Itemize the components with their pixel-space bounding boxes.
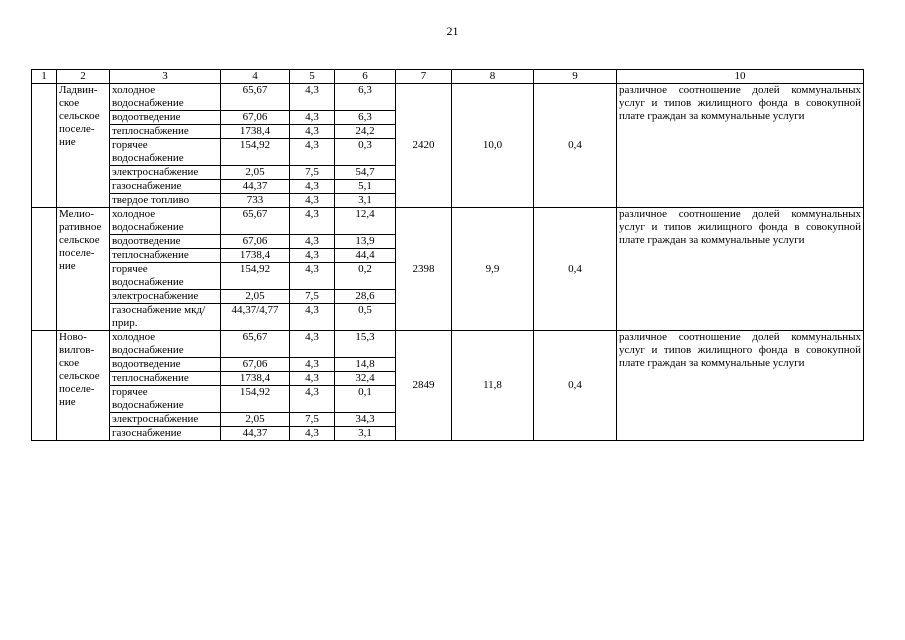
row-number-cell xyxy=(32,208,57,331)
row-number-cell xyxy=(32,331,57,441)
settlement-name-line: ние xyxy=(59,396,76,408)
tariff-table xyxy=(31,69,864,441)
share-value: 0,5 xyxy=(335,304,396,331)
service-name: горячее водоснабжение xyxy=(110,139,221,166)
share-value: 3,1 xyxy=(335,427,396,441)
settlement-name-line: вилгов- xyxy=(59,344,95,356)
service-name: водоотведение xyxy=(110,235,221,249)
service-name: теплоснабжение xyxy=(110,125,221,139)
tariff-value: 154,92 xyxy=(221,263,290,290)
tariff-value: 2,05 xyxy=(221,166,290,180)
index-value: 4,3 xyxy=(290,372,335,386)
total-value: 2849 xyxy=(396,331,452,441)
tariff-value: 65,67 xyxy=(221,208,290,235)
column-header: 4 xyxy=(221,70,290,84)
settlement-name-line: Мелио- xyxy=(59,208,95,220)
tariff-value: 44,37/4,77 xyxy=(221,304,290,331)
service-name: горячее водоснабжение xyxy=(110,386,221,413)
index-value: 7,5 xyxy=(290,166,335,180)
service-name: электроснабжение xyxy=(110,413,221,427)
settlement-name xyxy=(57,331,110,441)
settlement-name-line: Ладвин- xyxy=(59,84,98,96)
share-value: 14,8 xyxy=(335,358,396,372)
index-value: 4,3 xyxy=(290,331,335,358)
total-value: 2398 xyxy=(396,208,452,331)
note-text: различное соотношение долей коммунальных услуг и типов жилищного фонда в совокупной плате граждан за коммунальные услуги xyxy=(617,84,864,208)
page-number: 21 xyxy=(446,24,459,38)
share-value: 0,1 xyxy=(335,386,396,413)
column-header: 7 xyxy=(396,70,452,84)
column-header: 9 xyxy=(534,70,617,84)
service-name: электроснабжение xyxy=(110,290,221,304)
tariff-value: 154,92 xyxy=(221,386,290,413)
tariff-value: 733 xyxy=(221,194,290,208)
index-value: 4,3 xyxy=(290,304,335,331)
settlement-name-line: ское xyxy=(59,97,80,109)
tariff-value: 2,05 xyxy=(221,413,290,427)
tariff-value: 2,05 xyxy=(221,290,290,304)
table-row xyxy=(32,331,864,358)
index-value: 4,3 xyxy=(290,386,335,413)
settlement-name xyxy=(57,84,110,208)
tariff-value: 44,37 xyxy=(221,427,290,441)
tariff-value: 67,06 xyxy=(221,111,290,125)
table-body xyxy=(32,70,864,441)
note-text: различное соотношение долей коммунальных услуг и типов жилищного фонда в совокупной плате граждан за коммунальные услуги xyxy=(617,208,864,331)
settlement-name-line: сельское xyxy=(59,234,100,246)
column-header: 1 xyxy=(32,70,57,84)
share-value: 32,4 xyxy=(335,372,396,386)
deviation-value: 0,4 xyxy=(534,84,617,208)
index-value: 7,5 xyxy=(290,290,335,304)
index-value: 4,3 xyxy=(290,125,335,139)
tariff-value: 1738,4 xyxy=(221,372,290,386)
column-header: 2 xyxy=(57,70,110,84)
tariff-value: 1738,4 xyxy=(221,249,290,263)
column-header: 5 xyxy=(290,70,335,84)
settlement-name-line: ние xyxy=(59,260,76,272)
table-row xyxy=(32,208,864,235)
service-name: теплоснабжение xyxy=(110,249,221,263)
settlement-name-line: ское xyxy=(59,357,80,369)
service-name: твердое топливо xyxy=(110,194,221,208)
service-name: горячее водоснабжение xyxy=(110,263,221,290)
tariff-value: 44,37 xyxy=(221,180,290,194)
service-name: газоснабжение xyxy=(110,427,221,441)
index-value: 4,3 xyxy=(290,139,335,166)
index-value: 4,3 xyxy=(290,263,335,290)
settlement-name-line: сельское xyxy=(59,370,100,382)
service-name: холодное водоснабжение xyxy=(110,331,221,358)
column-header: 6 xyxy=(335,70,396,84)
index-value: 4,3 xyxy=(290,84,335,111)
index-value: 4,3 xyxy=(290,427,335,441)
share-value: 34,3 xyxy=(335,413,396,427)
settlement-name-line: поселе- xyxy=(59,383,95,395)
share-value: 44,4 xyxy=(335,249,396,263)
service-name: электроснабжение xyxy=(110,166,221,180)
index-value: 7,5 xyxy=(290,413,335,427)
total-value: 2420 xyxy=(396,84,452,208)
share-value: 3,1 xyxy=(335,194,396,208)
service-name: холодное водоснабжение xyxy=(110,208,221,235)
service-name: газоснабжение мкд/прир. xyxy=(110,304,221,331)
column-header: 3 xyxy=(110,70,221,84)
settlement-name-line: ративное xyxy=(59,221,102,233)
growth-value: 9,9 xyxy=(452,208,534,331)
service-name: водоотведение xyxy=(110,111,221,125)
index-value: 4,3 xyxy=(290,235,335,249)
index-value: 4,3 xyxy=(290,194,335,208)
index-value: 4,3 xyxy=(290,180,335,194)
note-text: различное соотношение долей коммунальных услуг и типов жилищного фонда в совокупной плате граждан за коммунальные услуги xyxy=(617,331,864,441)
tariff-value: 1738,4 xyxy=(221,125,290,139)
index-value: 4,3 xyxy=(290,208,335,235)
index-value: 4,3 xyxy=(290,358,335,372)
column-header: 10 xyxy=(617,70,864,84)
table-row xyxy=(32,84,864,111)
share-value: 15,3 xyxy=(335,331,396,358)
header-row xyxy=(32,70,864,84)
row-number-cell xyxy=(32,84,57,208)
tariff-value: 65,67 xyxy=(221,331,290,358)
share-value: 12,4 xyxy=(335,208,396,235)
index-value: 4,3 xyxy=(290,111,335,125)
service-name: водоотведение xyxy=(110,358,221,372)
tariff-value: 154,92 xyxy=(221,139,290,166)
settlement-name-line: поселе- xyxy=(59,123,95,135)
settlement-name xyxy=(57,208,110,331)
settlement-name-line: Ново- xyxy=(59,331,87,343)
settlement-name-line: ние xyxy=(59,136,76,148)
share-value: 5,1 xyxy=(335,180,396,194)
share-value: 0,3 xyxy=(335,139,396,166)
growth-value: 11,8 xyxy=(452,331,534,441)
growth-value: 10,0 xyxy=(452,84,534,208)
share-value: 28,6 xyxy=(335,290,396,304)
service-name: теплоснабжение xyxy=(110,372,221,386)
deviation-value: 0,4 xyxy=(534,208,617,331)
column-header: 8 xyxy=(452,70,534,84)
share-value: 0,2 xyxy=(335,263,396,290)
share-value: 6,3 xyxy=(335,111,396,125)
share-value: 54,7 xyxy=(335,166,396,180)
share-value: 6,3 xyxy=(335,84,396,111)
settlement-name-line: поселе- xyxy=(59,247,95,259)
share-value: 24,2 xyxy=(335,125,396,139)
index-value: 4,3 xyxy=(290,249,335,263)
tariff-value: 67,06 xyxy=(221,358,290,372)
tariff-value: 67,06 xyxy=(221,235,290,249)
deviation-value: 0,4 xyxy=(534,331,617,441)
settlement-name-line: сельское xyxy=(59,110,100,122)
service-name: газоснабжение xyxy=(110,180,221,194)
service-name: холодное водоснабжение xyxy=(110,84,221,111)
tariff-value: 65,67 xyxy=(221,84,290,111)
share-value: 13,9 xyxy=(335,235,396,249)
